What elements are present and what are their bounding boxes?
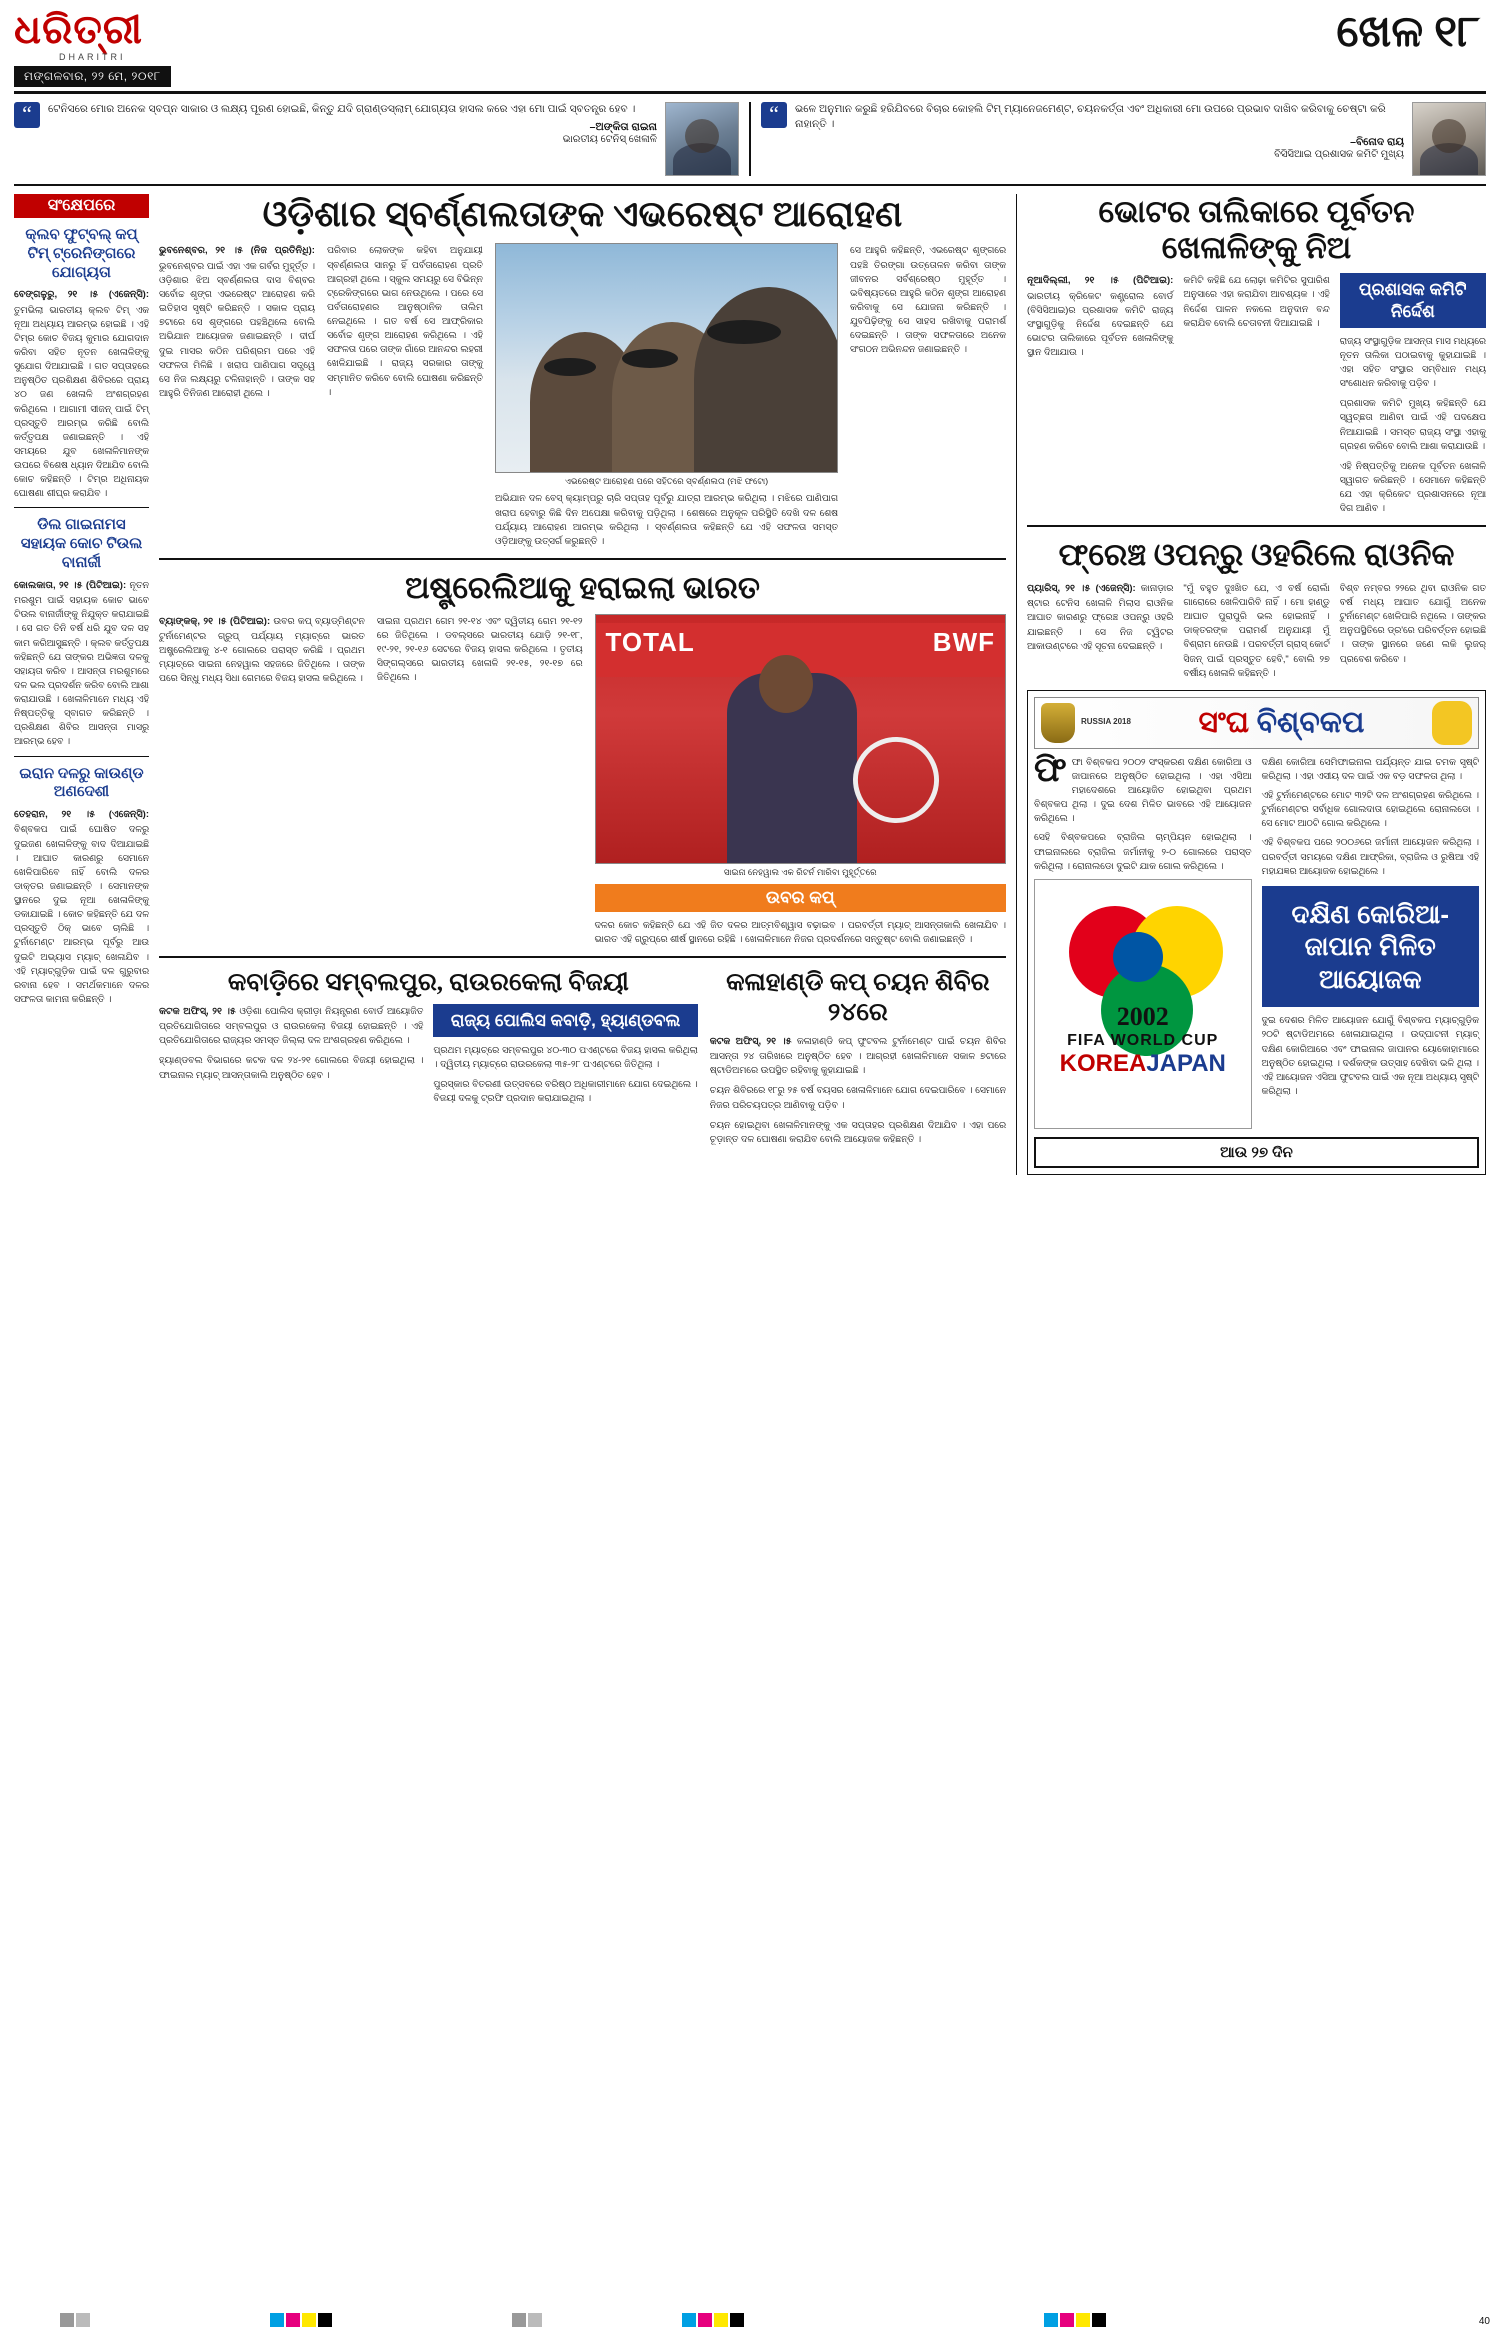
bcci-headline: ଭୋଟର ତାଲିକାରେ ପୂର୍ବତନ ଖେଳାଳିଙ୍କୁ ନିଅ bbox=[1098, 194, 1415, 265]
worldcup-col-1b: ସେହି ବିଶ୍ବକପରେ ବ୍ରାଜିଲ ଚାମ୍ପିୟନ ହୋଇଥିଲା । ଫାଇନାଲରେ ବ୍ରାଜିଲ ଜର୍ମାନୀକୁ ୨-୦ ଗୋଲରେ ପରାସ୍ତ କରିଥିଲା । ରୋନାଲଡୋ ଦୁଇଟି ଯାକ ଗୋଲ କରିଥିଲେ । bbox=[1034, 832, 1252, 871]
swatch-gray bbox=[60, 2313, 74, 2327]
badminton-photo bbox=[595, 614, 1007, 864]
kabaddi-story bbox=[159, 968, 698, 1146]
worldcup-countdown: ଆଉ ୨୭ ଦିନ bbox=[1034, 1137, 1479, 1168]
quote-author-role: ଭାରତୀୟ ଟେନିସ୍ ଖେଳାଳି bbox=[562, 134, 657, 146]
worldcup-col-2: ଦକ୍ଷିଣ କୋରିଆ ସେମିଫାଇନାଲ ପର୍ଯ୍ୟନ୍ତ ଯାଇ ଚମକ ସୃଷ୍ଟି କରିଥିଲା । ଏହା ଏସୀୟ ଦଳ ପାଇଁ ଏକ ବଡ଼ ସଫଳତା ଥିଲା । bbox=[1261, 756, 1479, 781]
swatch-black bbox=[1092, 2313, 1106, 2327]
swatch-magenta bbox=[1060, 2313, 1074, 2327]
photo-sponsor-banner: TOTAL BWF bbox=[596, 623, 1006, 677]
quote-text: ଟେନିସରେ ମୋର ଅନେକ ସ୍ବପ୍ନ ସାକାର ଓ ଲକ୍ଷ୍ୟ ପୂରଣ ହୋଇଛି, କିନ୍ତୁ ଯଦି ଗ୍ରାଣ୍ଡସ୍ଲାମ୍ ଯୋଗ୍ୟତା ହାସଲ କରେ ଏହା ମୋ ପାଇଁ ସ୍ବତନ୍ତ୍ର ହେବ । bbox=[48, 103, 636, 115]
quote-text: ଭଳେ ଅନୁମାନ କରୁଛି ହରିଯିବରେ ବିଚାର କୋହଲି ଟିମ୍ ମ୍ୟାନେଜମେଣ୍ଟ, ଚୟନକର୍ତ୍ତା ଏବଂ ଅଧିକାରୀ ମୋ ଉପରେ ପ୍ରଭାବ ଦାଖିବ କରିବାକୁ ଚେଷ୍ଟା କରି ନାହାନ୍ତି । bbox=[795, 103, 1386, 131]
lead-col-1 bbox=[159, 243, 315, 400]
swatch-yellow bbox=[1076, 2313, 1090, 2327]
australia-story bbox=[159, 570, 1006, 946]
quote-portrait-photo bbox=[1412, 102, 1486, 176]
bcci-text: ଭାରତୀୟ କ୍ରିକେଟ କଣ୍ଟ୍ରୋଲ ବୋର୍ଡ (ବିସିସିଆଇ)ର ପ୍ରଶାସକ କମିଟି ରାଜ୍ୟ ସଂସ୍ଥାଗୁଡ଼ିକୁ ନିର୍ଦ୍ଦେଶ ଦେଇଛନ୍ତି ଯେ ଭୋଟର ତାଲିକାରେ ପୂର୍ବତନ ଖେଳାଳିଙ୍କୁ ସ୍ଥାନ ଦିଆଯାଉ । bbox=[1027, 290, 1174, 358]
kabaddi-dateline: କଟକ ଅଫିସ୍, ୨୧ ।୫ bbox=[159, 1005, 236, 1017]
brief-body bbox=[14, 578, 149, 749]
divider bbox=[159, 956, 1006, 958]
kabaddi-text: ଓଡ଼ିଶା ପୋଲିସ କ୍ରୀଡ଼ା ନିୟନ୍ତ୍ରଣ ବୋର୍ଡ ଆୟୋଜିତ ପ୍ରତିଯୋଗିତାରେ ସମ୍ବଲପୁର ଓ ରାଉରକେଲା ବିଜୟୀ ହୋଇଛନ୍ତି । ଏହି ପ୍ରତିଯୋଗିତାରେ ରାଜ୍ୟର ସମସ୍ତ ଜିଲ୍ଲା ଦଳ ଅଂଶଗ୍ରହଣ କରିଥିଲେ । bbox=[159, 1005, 424, 1046]
masthead bbox=[14, 7, 1486, 94]
brief-text: ନୂତନ ମରଶୁମ ପାଇଁ ସହାୟକ କୋଚ ଭାବେ ଟିଉଲ ବାନାର୍ଜୀଙ୍କୁ ନିଯୁକ୍ତ କରାଯାଇଛି । ସେ ଗତ ତିନି ବର୍ଷ ଧରି ଯୁବ ଦଳ ସହ କାମ କରିଆସୁଛନ୍ତି । କ୍ଲବ କର୍ତ୍ତୃପକ୍ଷ କହିଛନ୍ତି ଯେ ତାଙ୍କର ଅଭିଜ୍ଞତା ଦଳକୁ ସହାୟତା କରିବ । ଆସନ୍ତା ମରଶୁମରେ ଦଳ ଭଲ ପ୍ରଦର୍ଶନ କରିବ ବୋଲି ଆଶା କରାଯାଉଛି । ଖେଳାଳିମାନେ ମଧ୍ୟ ଏହି ନିଷ୍ପତ୍ତିକୁ ସ୍ବାଗତ କରିଛନ୍ତି । ପ୍ରଶିକ୍ଷଣ ଶିବିର ଆସନ୍ତା ମାସରୁ ଆରମ୍ଭ ହେବ । bbox=[14, 579, 149, 747]
logo-fifa-text: FIFA WORLD CUP bbox=[1067, 1031, 1219, 1049]
bcci-col-3: ରାଜ୍ୟ ସଂସ୍ଥାଗୁଡ଼ିକ ଆସନ୍ତା ମାସ ମଧ୍ୟରେ ନୂତନ ତାଲିକା ପଠାଇବାକୁ କୁହାଯାଇଛି । ଏହା ସହିତ ସଂସ୍ଥାର ସମ୍ବିଧାନ ମଧ୍ୟ ସଂଶୋଧନ କରିବାକୁ ପଡ଼ିବ । bbox=[1339, 335, 1486, 389]
worldcup-col-1: ଫିଫା ବିଶ୍ବକପ ୨୦୦୨ ସଂସ୍କରଣ ଦକ୍ଷିଣ କୋରିଆ ଓ ଜାପାନରେ ଅନୁଷ୍ଠିତ ହୋଇଥିଲା । ଏହା ଏସିଆ ମହାଦେଶରେ ଆୟୋଜିତ ହୋଇଥିବା ପ୍ରଥମ ବିଶ୍ବକପ ଥିଲା । ଦୁଇ ଦେଶ ମିଳିତ ଭାବରେ ଏହି ଆୟୋଜନ କରିଥିଲେ । bbox=[1034, 751, 1252, 824]
bcci-col-1 bbox=[1027, 273, 1173, 359]
brief-dateline: କୋଲକାତା, ୨୧ ।୫ (ପିଟିଆଇ): bbox=[14, 579, 127, 591]
swatch-gray-light bbox=[528, 2313, 542, 2327]
raonic-dateline: ପ୍ୟାରିସ୍, ୨୧ ।୫ (ଏଜେନ୍ସି): bbox=[1027, 582, 1136, 594]
bcci-dateline: ନୂଆଦିଲ୍ଲୀ, ୨୧ ।୫ (ପିଟିଆଇ): bbox=[1027, 275, 1174, 287]
swatch-gray-light bbox=[76, 2313, 90, 2327]
swatch-magenta bbox=[286, 2313, 300, 2327]
raonic-headline: ଫ୍ରେଞ୍ଚ ଓପନ୍‌ରୁ ଓହରିଲେ ରାଓନିକ bbox=[1058, 537, 1455, 573]
color-swatches-gray bbox=[512, 2313, 542, 2327]
right-column bbox=[1016, 194, 1486, 1175]
raonic-text: କାନାଡ଼ାର ଷ୍ଟାର ଟେନିସ ଖେଳାଳି ମିଲାସ ରାଓନିକ ଆଘାତ କାରଣରୁ ଫ୍ରେଞ୍ଚ ଓପନ୍‌ରୁ ଓହରି ଯାଇଛନ୍ତି । ସେ ନିଜ ଟ୍ୱିଟର ଆକାଉଣ୍ଟରେ ଏହି ସୂଚନା ଦେଇଛନ୍ତି । bbox=[1027, 582, 1174, 651]
lead-dateline: ଭୁବନେଶ୍ବର, ୨୧ ।୫ (ନିଜ ପ୍ରତିନିଧି): bbox=[159, 245, 315, 257]
quote-mark-icon: “ bbox=[761, 102, 787, 128]
kalahandi-headline: କଳାହାଣ୍ଡି କପ୍ ଚୟନ ଶିବିର ୨୪ରେ bbox=[726, 968, 990, 1026]
uber-cup-tag: ଉବର କପ୍ bbox=[595, 884, 1007, 912]
quote-mark-icon: “ bbox=[14, 102, 40, 128]
brief-text: ତୁମଭିଲା ଭାରତୀୟ କ୍ଲବ ଟିମ୍‌ ଏକ ନୂଆ ଅଧ୍ୟାୟ ଆରମ୍ଭ ହୋଇଛି । ଏହି ଟିମ୍‌ର କୋଚ ବିଜୟ କୁମାର ଯୋଗଦାନ କରିବା ସହିତ ନୂତନ ଖେଳାଳିଙ୍କୁ ସୁଯୋଗ ଦିଆଯାଇଛି । ଗତ ସପ୍ତାହରେ ଅନୁଷ୍ଠିତ ପ୍ରଶିକ୍ଷଣ ଶିବିରରେ ପ୍ରାୟ ୪୦ ଜଣ ଖେଳାଳି ଅଂଶଗ୍ରହଣ କରିଥିଲେ । ଆଗାମୀ ସୀଜନ୍ ପାଇଁ ଟିମ୍‌ ପ୍ରସ୍ତୁତି ଆରମ୍ଭ କରିଛି ବୋଲି କର୍ତ୍ତୃପକ୍ଷ ଜଣାଇଛନ୍ତି । ଏହି ସମୟରେ ଯୁବ ଖେଳାଳିମାନଙ୍କ ଉପରେ ବିଶେଷ ଧ୍ୟାନ ଦିଆଯିବ ବୋଲି କୋଚ କହିଛନ୍ତି । ଟିମ୍‌ର ଅଧିନାୟକ ଘୋଷଣା ଶୀଘ୍ର କରାଯିବ । bbox=[14, 304, 149, 499]
color-swatches-cmyk-3 bbox=[1044, 2313, 1106, 2327]
swatch-yellow bbox=[714, 2313, 728, 2327]
lead-col-3: ଅଭିଯାନ ଦଳ ବେସ୍ କ୍ୟାମ୍ପରୁ ଚାରି ସପ୍ତାହ ପୂର୍ବରୁ ଯାତ୍ରା ଆରମ୍ଭ କରିଥିଲା । ମଝିରେ ପାଣିପାଗ ଖରାପ ହେବାରୁ କିଛି ଦିନ ଅପେକ୍ଷା କରିବାକୁ ପଡ଼ିଥିଲା । ଶେଷରେ ଅନୁକୂଳ ପରିସ୍ଥିତି ଦେଖି ଦଳ ଶେଷ ପର୍ଯ୍ୟାୟ ଆରୋହଣ ଆରମ୍ଭ କରିଥିଲା । ସ୍ବର୍ଣ୍ଣଲତା କହିଛନ୍ତି ଯେ ଏହି ସଫଳତା ସମସ୍ତ ଓଡ଼ିଆଙ୍କୁ ଉତ୍ସର୍ଗ କରୁଛନ୍ତି । bbox=[494, 493, 839, 546]
publication-date: ମଙ୍ଗଳବାର, ୨୨ ମେ, ୨୦୧୮ bbox=[14, 66, 171, 87]
quote-author-name: –ବିନୋଦ ରାୟ bbox=[1350, 136, 1404, 149]
brief-dateline: ତେହରାନ, ୨୧ ।୫ (ଏଜେନ୍ସି): bbox=[14, 809, 149, 820]
divider bbox=[14, 756, 149, 757]
australia-headline: ଅଷ୍ଟ୍ରେଲିଆକୁ ହରାଇଲା ଭାରତ bbox=[405, 569, 760, 605]
kalahandi-text: କଳାହାଣ୍ଡି କପ୍ ଫୁଟବଲ ଟୁର୍ନାମେଣ୍ଟ ପାଇଁ ଚୟନ ଶିବିର ଆସନ୍ତା ୨୪ ତାରିଖରେ ଅନୁଷ୍ଠିତ ହେବ । ଆଗ୍ରହୀ ଖେଳାଳିମାନେ ସକାଳ ୭ଟାରେ ଷ୍ଟାଡିଅମରେ ଉପସ୍ଥିତ ରହିବାକୁ କୁହାଯାଇଛି । bbox=[709, 1035, 1006, 1076]
quote-block-1 bbox=[14, 102, 739, 176]
brief-dateline: ବେଙ୍ଗଳୁରୁ, ୨୧ ।୫ (ଏଜେନ୍ସି): bbox=[14, 289, 149, 301]
worldcup-title-part2: ବିଶ୍ବକପ bbox=[1256, 705, 1365, 739]
page-body bbox=[14, 194, 1486, 1175]
quote-author-name: –ଅଙ୍କିତା ରାଇନା bbox=[589, 121, 657, 134]
bcci-story bbox=[1027, 194, 1486, 515]
bcci-col-2: କମିଟି କହିଛି ଯେ ଲୋଢ଼ା କମିଟିର ସୁପାରିଶ ଅନୁସାରେ ଏହା କରାଯିବା ଆବଶ୍ୟକ । ଏହି ନିର୍ଦ୍ଦେଶ ପାଳନ ନକଲେ ଅନୁଦାନ ବନ୍ଦ କରାଯିବ ବୋଲି ଚେତାବନୀ ଦିଆଯାଇଛି । bbox=[1183, 275, 1330, 328]
worldcup-sub-headline: ଦକ୍ଷିଣ କୋରିଆ-ଜାପାନ ମିଳିତ ଆୟୋଜକ bbox=[1262, 886, 1480, 1008]
quote-author bbox=[795, 136, 1404, 160]
swatch-cyan bbox=[1044, 2313, 1058, 2327]
logo-year: 2002 bbox=[1116, 1001, 1169, 1031]
kabaddi-col-2b: ପୁରସ୍କାର ବିତରଣୀ ଉତ୍ସବରେ ବରିଷ୍ଠ ଅଧିକାରୀମାନେ ଯୋଗ ଦେଇଥିଲେ । ବିଜୟୀ ଦଳକୁ ଟ୍ରଫି ପ୍ରଦାନ କରାଯାଇଥିଲା । bbox=[433, 1079, 698, 1104]
worldcup-banner-left bbox=[1041, 703, 1131, 743]
raonic-col-2: "ମୁଁ ବହୁତ ଦୁଃଖିତ ଯେ, ଏ ବର୍ଷ ରୋଲାଁ ଗାରୋରେ ଖେଳିପାରିବି ନାହିଁ । ମୋ ହାଣ୍ଡୁ ଆଘାତ ପୁରାପୁରି ଭଲ ହୋଇନାହିଁ । ଡାକ୍ତରଙ୍କ ପରାମର୍ଶ ଅନୁଯାୟୀ ମୁଁ ବିଶ୍ରାମ ନେଉଛି । ପରବର୍ତ୍ତୀ ଗ୍ରାସ୍ କୋର୍ଟ ସିଜନ୍ ପାଇଁ ପ୍ରସ୍ତୁତ ହେବି," ବୋଲି ୨୭ ବର୍ଷୀୟ ଖେଳାଳି କହିଛନ୍ତି । bbox=[1183, 582, 1330, 678]
raonic-col-1 bbox=[1027, 581, 1173, 653]
swatch-gray bbox=[512, 2313, 526, 2327]
lower-stories bbox=[159, 968, 1006, 1146]
kabaddi-col-1 bbox=[159, 1004, 423, 1048]
korea-japan-2002-logo bbox=[1034, 879, 1252, 1129]
worldcup-feature bbox=[1027, 690, 1486, 1175]
kabaddi-col-1b: ହ୍ୟାଣ୍ଡବଲ ବିଭାଗରେ କଟକ ଦଳ ୨୪-୨୧ ଗୋଲରେ ବିଜୟୀ ହୋଇଥିଲା । ଫାଇନାଲ ମ୍ୟାଚ୍ ଆସନ୍ତାକାଲି ଅନୁଷ୍ଠିତ ହେବ । bbox=[159, 1055, 424, 1080]
brief-headline: କ୍ଲବ ଫୁଟ୍‌ବଲ୍‌ କପ୍‌ ଟିମ୍‌ ଟ୍ରେନିଙ୍ଗରେ ଯୋଗ୍ୟତା bbox=[25, 227, 138, 281]
kabaddi-headline: କବାଡ଼ିରେ ସମ୍ବଲପୁର, ରାଉରକେଲା ବିଜୟୀ bbox=[227, 968, 629, 996]
kabaddi-col-2: ପ୍ରଥମ ମ୍ୟାଚ୍‌ରେ ସମ୍ବଲପୁର ୪୦-୩୦ ପଏଣ୍ଟରେ ବିଜୟ ହାସଲ କରିଥିଲା । ଦ୍ୱିତୀୟ ମ୍ୟାଚ୍‌ରେ ରାଉରକେଲା ୩୫-୨୮ ପଏଣ୍ଟରେ ଜିତିଥିଲା । bbox=[433, 1045, 698, 1070]
kalahandi-dateline: କଟକ ଅଫିସ୍, ୨୧ ।୫ bbox=[709, 1035, 792, 1047]
kalahandi-col-1 bbox=[710, 1034, 1006, 1078]
lead-story bbox=[159, 194, 1006, 548]
logo-hosts bbox=[1035, 1050, 1251, 1078]
quote-band bbox=[14, 94, 1486, 186]
raonic-story bbox=[1027, 537, 1486, 680]
quote-block-2 bbox=[761, 102, 1486, 176]
quote-portrait-photo bbox=[665, 102, 739, 176]
brief-body bbox=[14, 807, 149, 1006]
divider bbox=[159, 558, 1006, 560]
kalahandi-col-2: ଚୟନ ଶିବିରରେ ୧୮ରୁ ୨୫ ବର୍ଷ ବୟସର ଖେଳାଳିମାନେ ଯୋଗ ଦେଇପାରିବେ । ସେମାନେ ନିଜର ପରିଚୟପତ୍ର ଆଣିବାକୁ ପଡ଼ିବ । bbox=[709, 1085, 1006, 1110]
lead-col-2: ପରିବାର ଲୋକଙ୍କ କହିବା ଅନୁଯାୟୀ ସ୍ବର୍ଣ୍ଣଲତା ସାନରୁ ହିଁ ପର୍ବତାରୋହଣ ପ୍ରତି ଆଗ୍ରହୀ ଥିଲେ । ସ୍କୁଲ ସମୟରୁ ସେ ବିଭିନ୍ନ ଟ୍ରେକିଙ୍ଗରେ ଭାଗ ନେଉଥିଲେ । ପରେ ସେ ପର୍ବତାରୋହଣର ଆନୁଷ୍ଠାନିକ ତାଲିମ ନେଇଥିଲେ । ଗତ ବର୍ଷ ସେ ଆଫ୍ରିକାର ସର୍ବୋଚ୍ଚ ଶୃଙ୍ଗ ଆରୋହଣ କରିଥିଲେ । ଏହି ସଫଳତା ପରେ ତାଙ୍କ ଗାଁରେ ଆନନ୍ଦର ଲହରୀ ଖେଳିଯାଇଛି । ରାଜ୍ୟ ସରକାର ତାଙ୍କୁ ସମ୍ମାନିତ କରିବେ ବୋଲି ଘୋଷଣା କରିଛନ୍ତି । bbox=[326, 245, 483, 397]
newspaper-logo: ଧରିତ୍ରୀ bbox=[14, 7, 143, 52]
worldcup-col-2c: ଏହି ବିଶ୍ବକପ ପରେ ୨୦୦୬ରେ ଜର୍ମାନୀ ଆୟୋଜନ କରିଥିଲା । ପରବର୍ତ୍ତୀ ସମୟରେ ଦକ୍ଷିଣ ଆଫ୍ରିକା, ବ୍ରାଜିଲ ଓ ରୁଷିଆ ଏହି ମହାଯଜ୍ଞର ଆୟୋଜକ ହୋଇଥିଲେ । bbox=[1261, 837, 1479, 876]
swatch-black bbox=[318, 2313, 332, 2327]
logo-host-korea: KOREA bbox=[1059, 1049, 1147, 1077]
australia-col-3: ଦଳର କୋଚ କହିଛନ୍ତି ଯେ ଏହି ଜିତ ଦଳର ଆତ୍ମବିଶ୍ୱାସ ବଢ଼ାଇବ । ପରବର୍ତ୍ତୀ ମ୍ୟାଚ୍ ଆସନ୍ତାକାଲି ଖେଳାଯିବ । ଭାରତ ଏହି ଗ୍ରୁପ୍‌ରେ ଶୀର୍ଷ ସ୍ଥାନରେ ରହିଛି । ଖେଳାଳିମାନେ ନିଜର ପ୍ରଦର୍ଶନରେ ସନ୍ତୁଷ୍ଟ ବୋଲି ଜଣାଇଛନ୍ତି । bbox=[594, 919, 1006, 944]
australia-col-1 bbox=[159, 614, 365, 686]
kabaddi-tag: ରାଜ୍ୟ ପୋଲିସ କବାଡ଼ି, ହ୍ୟାଣ୍ଡବଲ bbox=[433, 1004, 697, 1037]
brief-headline: ଡିଲ ଗାଇନାମସ ସହାୟକ କୋଚ ଟିଉଲ ବାନାର୍ଜୀ bbox=[20, 517, 143, 571]
everest-photo-caption: ଏଭରେଷ୍ଟ ଆରୋହଣ ପରେ ସହିତରେ ସ୍ବର୍ଣ୍ଣଲତା (ମଝି ଫଟୋ) bbox=[564, 476, 769, 487]
australia-text: ଉବର କପ୍ ବ୍ୟାଡ୍‌ମିଣ୍ଟନ ଟୁର୍ନାମେଣ୍ଟର ଗ୍ରୁପ୍ ପର୍ଯ୍ୟାୟ ମ୍ୟାଚ୍‌ରେ ଭାରତ ଅଷ୍ଟ୍ରେଲିଆକୁ ୪-୧ ଗୋଲରେ ପରାସ୍ତ କରିଛି । ପ୍ରଥମ ମ୍ୟାଚ୍‌ରେ ସାଇନା ନେହୱାଲ ସହଜରେ ଜିତିଥିଲେ । ତାଙ୍କ ପରେ ସିନ୍ଧୁ ମଧ୍ୟ ସିଧା ଗେମରେ ବିଜୟ ହାସଲ କରିଥିଲେ । bbox=[159, 615, 365, 684]
brief-headline: ଇରାନ ଦଳରୁ କାଉଣ୍ଡ ଅଣଦେଶୀ bbox=[19, 765, 144, 801]
worldcup-title-part1: ସଂଘ bbox=[1198, 705, 1250, 739]
color-swatches bbox=[60, 2313, 90, 2327]
briefs-column bbox=[14, 194, 149, 1175]
briefs-header: ସଂକ୍ଷେପରେ bbox=[14, 194, 149, 218]
lead-text: ଭୁବନେଶ୍ବର ପାଇଁ ଏହା ଏକ ଗର୍ବର ମୁହୂର୍ତ୍ତ । ଓଡ଼ିଶାର ଝିଅ ସ୍ବର୍ଣ୍ଣଲତା ଦାସ ବିଶ୍ବର ସର୍ବୋଚ୍ଚ ଶୃଙ୍ଗ ଏଭରେଷ୍ଟ ଆରୋହଣ କରି ଇତିହାସ ସୃଷ୍ଟି କରିଛନ୍ତି । ସକାଳ ପ୍ରାୟ ୭ଟାରେ ସେ ଶୃଙ୍ଗରେ ପହଞ୍ଚିଥିଲେ ବୋଲି ଅଭିଯାନ ଆୟୋଜକ ଜଣାଇଛନ୍ତି । ଦୀର୍ଘ ଦୁଇ ମାସର କଠିନ ପରିଶ୍ରମ ପରେ ଏହି ସଫଳତା ମିଳିଛି । ଖରାପ ପାଣିପାଗ ସତ୍ତ୍ୱେ ସେ ନିଜ ଲକ୍ଷ୍ୟରୁ ଟଳିନାହାନ୍ତି । ତାଙ୍କ ସହ ଆହୁରି ତିନିଜଣ ଆରୋହୀ ଥିଲେ । bbox=[159, 260, 315, 398]
worldcup-col-2b: ଏହି ଟୁର୍ନାମେଣ୍ଟରେ ମୋଟ ୩୨ଟି ଦଳ ଅଂଶଗ୍ରହଣ କରିଥିଲେ । ଟୁର୍ନାମେଣ୍ଟର ସର୍ବାଧିକ ଗୋଲଦାତା ହୋଇଥିଲେ ରୋନାଲଡୋ । ସେ ମୋଟ ଆଠଟି ଗୋଲ କରିଥିଲେ । bbox=[1261, 790, 1479, 829]
raonic-col-3: ବିଶ୍ବ ନମ୍ବର ୨୨ରେ ଥିବା ରାଓନିକ ଗତ ବର୍ଷ ମଧ୍ୟ ଆଘାତ ଯୋଗୁଁ ଅନେକ ଟୁର୍ନାମେଣ୍ଟ ଖେଳିପାରି ନଥିଲେ । ତାଙ୍କର ଅନୁପସ୍ଥିତିରେ ଡ୍ର'ରେ ପରିବର୍ତ୍ତନ ହୋଇଛି । ତାଙ୍କ ସ୍ଥାନରେ ଜଣେ ଲକି ଲୁଜର୍ ପ୍ରବେଶ କରିବେ । bbox=[1339, 582, 1486, 664]
color-swatches-cmyk-1 bbox=[270, 2313, 332, 2327]
brief-body bbox=[14, 287, 149, 500]
bcci-col-3b: ପ୍ରଶାସକ କମିଟି ମୁଖ୍ୟ କହିଛନ୍ତି ଯେ ସ୍ୱଚ୍ଛତା ଆଣିବା ପାଇଁ ଏହି ପଦକ୍ଷେପ ନିଆଯାଇଛି । ସମସ୍ତ ରାଜ୍ୟ ସଂସ୍ଥା ଏହାକୁ ଗ୍ରହଣ କରିବେ ବୋଲି ଆଶା କରାଯାଉଛି । bbox=[1339, 398, 1486, 451]
logo-host-japan: JAPAN bbox=[1146, 1049, 1226, 1077]
divider bbox=[14, 507, 149, 508]
mascot-icon bbox=[1432, 701, 1472, 745]
worldcup-russia-label: RUSSIA 2018 bbox=[1081, 717, 1131, 727]
kalahandi-story bbox=[710, 968, 1006, 1146]
brief-item bbox=[14, 226, 149, 500]
australia-dateline: ବ୍ୟାଙ୍କକ୍, ୨୧ ।୫ (ପିଟିଆଇ): bbox=[159, 615, 271, 627]
swatch-magenta bbox=[698, 2313, 712, 2327]
section-title: ଖେଳ ୧୮ bbox=[1336, 7, 1480, 56]
swatch-black bbox=[730, 2313, 744, 2327]
masthead-logo-block bbox=[14, 7, 171, 87]
trophy-icon bbox=[1041, 703, 1075, 743]
brief-item bbox=[14, 516, 149, 748]
bcci-col-3c: ଏହି ନିଷ୍ପତ୍ତିକୁ ଅନେକ ପୂର୍ବତନ ଖେଳାଳି ସ୍ୱାଗତ କରିଛନ୍ତି । ସେମାନେ କହିଛନ୍ତି ଯେ ଏହା କ୍ରିକେଟ ପ୍ରଶାସନରେ ନୂଆ ଦିଗ ଆଣିବ । bbox=[1339, 460, 1486, 514]
brief-text: ବିଶ୍ବକପ ପାଇଁ ଘୋଷିତ ଦଳରୁ ଦୁଇଜଣ ଖେଳାଳିଙ୍କୁ ବାଦ ଦିଆଯାଇଛି । ଆଘାତ କାରଣରୁ ସେମାନେ ଖେଳିପାରିବେ ନାହିଁ ବୋଲି ଦଳର ଡାକ୍ତର ଜଣାଇଛନ୍ତି । ସେମାନଙ୍କ ସ୍ଥାନରେ ଦୁଇ ନୂଆ ଖେଳାଳିଙ୍କୁ ଡକାଯାଇଛି । କୋଚ କହିଛନ୍ତି ଯେ ଦଳ ପ୍ରସ୍ତୁତି ଠିକ୍ ଭାବେ ଚାଲିଛି । ଟୁର୍ନାମେଣ୍ଟ ଆରମ୍ଭ ପୂର୍ବରୁ ଆଉ ଦୁଇଟି ଅଭ୍ୟାସ ମ୍ୟାଚ୍ ଖେଳାଯିବ । ଏହି ମ୍ୟାଚ୍‌ଗୁଡ଼ିକ ପାଇଁ ଦଳ ଗୁରୁବାର ରବାନା ହେବ । ସମର୍ଥକମାନେ ଦଳର ସଫଳତା କାମନା କରିଛନ୍ତି । bbox=[14, 824, 149, 1004]
brief-item bbox=[14, 765, 149, 1007]
worldcup-sub-article: ଦୁଇ ଦେଶର ମିଳିତ ଆୟୋଜନ ଯୋଗୁଁ ବିଶ୍ବକପ ମ୍ୟାଚ୍‌ଗୁଡ଼ିକ ୨୦ଟି ଷ୍ଟାଡିଅମରେ ଖେଳାଯାଇଥିଲା । ଉଦ୍‌ଘାଟନୀ ମ୍ୟାଚ୍ ଦକ୍ଷିଣ କୋରିଆରେ ଏବଂ ଫାଇନାଲ ଜାପାନର ୟୋକୋହାମାରେ ଅନୁଷ୍ଠିତ ହୋଇଥିଲା । ଦର୍ଶକଙ୍କ ଉତ୍ସାହ ଦେଖିବା ଭଳି ଥିଲା । ଏହି ଆୟୋଜନ ଏସିଆ ଫୁଟବଲ ପାଇଁ ଏକ ନୂଆ ଅଧ୍ୟାୟ ସୃଷ୍ଟି କରିଥିଲା । bbox=[1261, 1015, 1479, 1096]
quote-author bbox=[48, 121, 657, 145]
divider bbox=[1027, 525, 1486, 527]
swatch-cyan bbox=[682, 2313, 696, 2327]
swatch-cyan bbox=[270, 2313, 284, 2327]
everest-photo bbox=[495, 243, 838, 473]
center-column bbox=[159, 194, 1006, 1175]
kalahandi-col-3: ଚୟନ ହୋଇଥିବା ଖେଳାଳିମାନଙ୍କୁ ଏକ ସପ୍ତାହର ପ୍ରଶିକ୍ଷଣ ଦିଆଯିବ । ଏହା ପରେ ଚୂଡ଼ାନ୍ତ ଦଳ ଘୋଷଣା କରାଯିବ ବୋଲି ଆୟୋଜକ କହିଛନ୍ତି । bbox=[709, 1119, 1006, 1144]
worldcup-banner-title bbox=[1199, 706, 1365, 740]
print-color-bar bbox=[0, 2309, 1500, 2331]
australia-col-2: ସାଇନା ପ୍ରଥମ ଗେମ ୨୧-୧୪ ଏବଂ ଦ୍ୱିତୀୟ ଗେମ ୨୧-୧୨ ରେ ଜିତିଥିଲେ । ଡବଲ୍ସରେ ଭାରତୀୟ ଯୋଡ଼ି ୨୧-୧୮, ୧୯-୨୧, ୨୧-୧୬ ସେଟରେ ବିଜୟ ହାସଲ କରିଥିଲେ । ତୃତୀୟ ସିଙ୍ଗଲ୍ସରେ ଭାରତୀୟ ଖେଳାଳି ୨୧-୧୫, ୨୧-୧୭ ରେ ଜିତିଥିଲେ । bbox=[376, 615, 583, 683]
lead-headline: ଓଡ଼ିଶାର ସ୍ବର୍ଣ୍ଣଲତାଙ୍କ ଏଭରେଷ୍ଟ ଆରୋହଣ bbox=[262, 194, 903, 234]
swatch-yellow bbox=[302, 2313, 316, 2327]
color-swatches-cmyk-2 bbox=[682, 2313, 744, 2327]
quote-author-role: ବିସିସିଆଇ ପ୍ରଶାସକ କମିଟି ମୁଖ୍ୟ bbox=[1274, 149, 1404, 161]
newspaper-logo-sub: DHARITRI bbox=[59, 52, 126, 62]
lead-col-4: ସେ ଆହୁରି କହିଛନ୍ତି, ଏଭରେଷ୍ଟ ଶୃଙ୍ଗରେ ପହଞ୍ଚି ତିରଙ୍ଗା ଉତ୍ତୋଳନ କରିବା ତାଙ୍କ ଜୀବନର ସର୍ବଶ୍ରେଷ୍ଠ ମୁହୂର୍ତ୍ତ । ଭବିଷ୍ୟତରେ ଆହୁରି କଠିନ ଶୃଙ୍ଗ ଆରୋହଣ କରିବାକୁ ସେ ଯୋଜନା କରିଛନ୍ତି । ଯୁବପିଢ଼ିଙ୍କୁ ସେ ସାହସ ରଖିବାକୁ ପରାମର୍ଶ ଦେଇଛନ୍ତି । ତାଙ୍କ ସଫଳତାରେ ଅନେକ ସଂଗଠନ ଅଭିନନ୍ଦନ ଜଣାଇଛନ୍ତି । bbox=[850, 245, 1007, 355]
quote-divider bbox=[749, 102, 751, 176]
badminton-photo-caption: ସାଇନା ନେହୱାଲ ଏକ ରିଟର୍ନ ମାରିବା ମୁହୂର୍ତ୍ତରେ bbox=[723, 866, 877, 877]
page-number: 40 bbox=[1478, 2316, 1490, 2327]
worldcup-banner bbox=[1034, 697, 1479, 749]
bcci-side-box: ପ୍ରଶାସକ କମିଟି ନିର୍ଦ୍ଦେଶ bbox=[1340, 273, 1486, 328]
